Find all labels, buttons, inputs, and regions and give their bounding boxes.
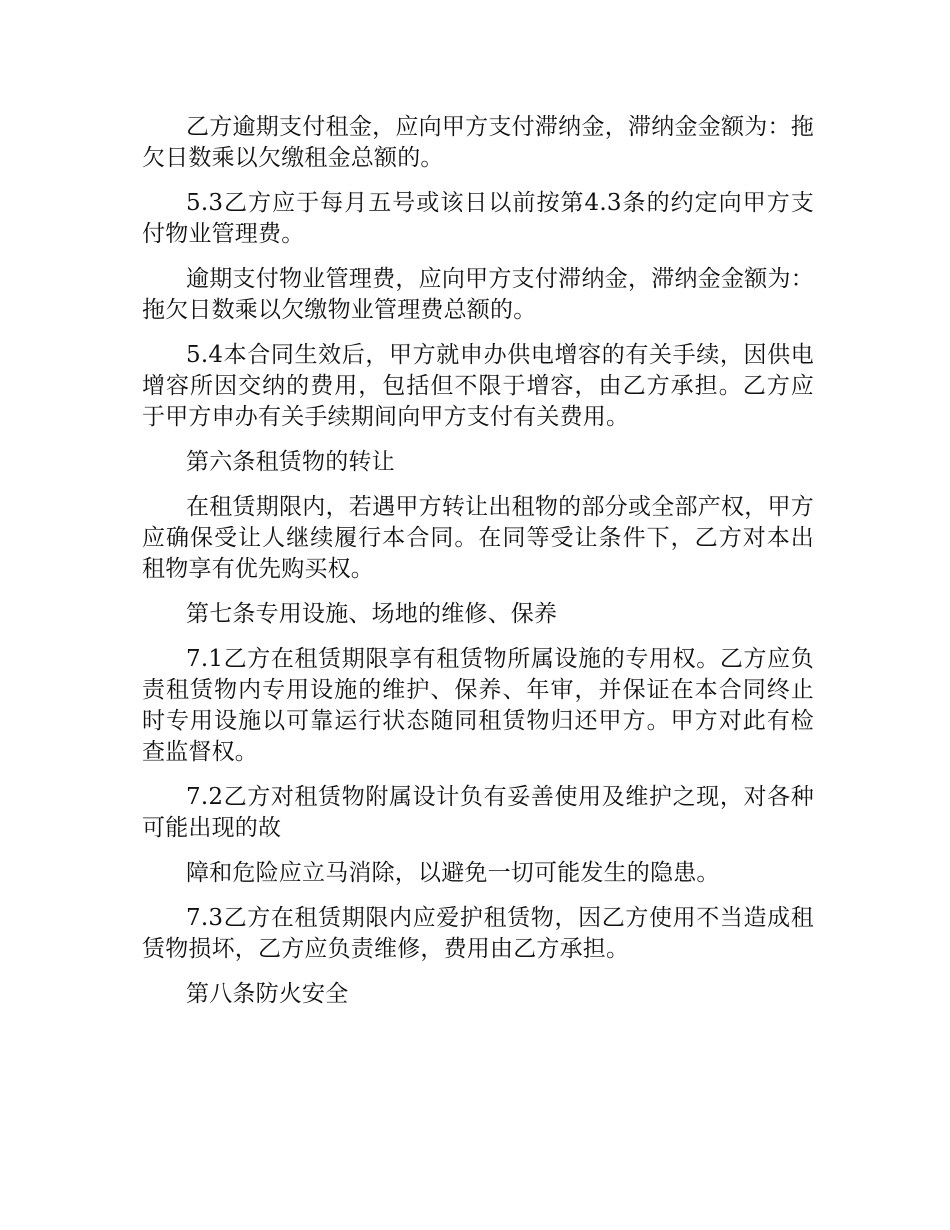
paragraph-late-rent-penalty: 乙方逾期支付租金，应向甲方支付滞纳金，滞纳金金额为：拖欠日数乘以欠缴租金总额的。 <box>142 114 814 171</box>
heading-article-8: 第八条防火安全 <box>186 981 349 1007</box>
heading-article-7: 第七条专用设施、场地的维修、保养 <box>186 601 558 627</box>
paragraph-article-6-body: 在租赁期限内，若遇甲方转让出租物的部分或全部产权，甲方应确保受让人继续履行本合同。在同等受让条件下，乙方对本出租物享有优先购买权。 <box>142 494 814 582</box>
paragraph-late-management-fee: 逾期支付物业管理费，应向甲方支付滞纳金，滞纳金金额为：拖欠日数乘以欠缴物业管理费总额的。 <box>142 266 814 323</box>
heading-article-6: 第六条租赁物的转让 <box>186 449 395 475</box>
paragraph-5-4: 5.4本合同生效后，甲方就申办供电增容的有关手续，因供电增容所因交纳的费用，包括但不限于增容，由乙方承担。乙方应于甲方申办有关手续期间向甲方支付有关费用。 <box>142 342 814 430</box>
paragraph-7-2: 7.2乙方对租赁物附属设计负有妥善使用及维护之现，对各种可能出现的故 <box>142 784 814 841</box>
paragraph-7-3: 7.3乙方在租赁期限内应爱护租赁物，因乙方使用不当造成租赁物损坏，乙方应负责维修，费用由乙方承担。 <box>142 905 814 962</box>
paragraph-7-1: 7.1乙方在租赁期限享有租赁物所属设施的专用权。乙方应负责租赁物内专用设施的维护、保养、年审，并保证在本合同终止时专用设施以可靠运行状态随同租赁物归还甲方。甲方对此有检查监督权。 <box>142 646 814 765</box>
paragraph-5-3: 5.3乙方应于每月五号或该日以前按第4.3条的约定向甲方支付物业管理费。 <box>142 190 814 247</box>
paragraph-7-2-continued: 障和危险应立马消除，以避免一切可能发生的隐患。 <box>186 860 720 886</box>
document-body <box>142 112 814 1024</box>
